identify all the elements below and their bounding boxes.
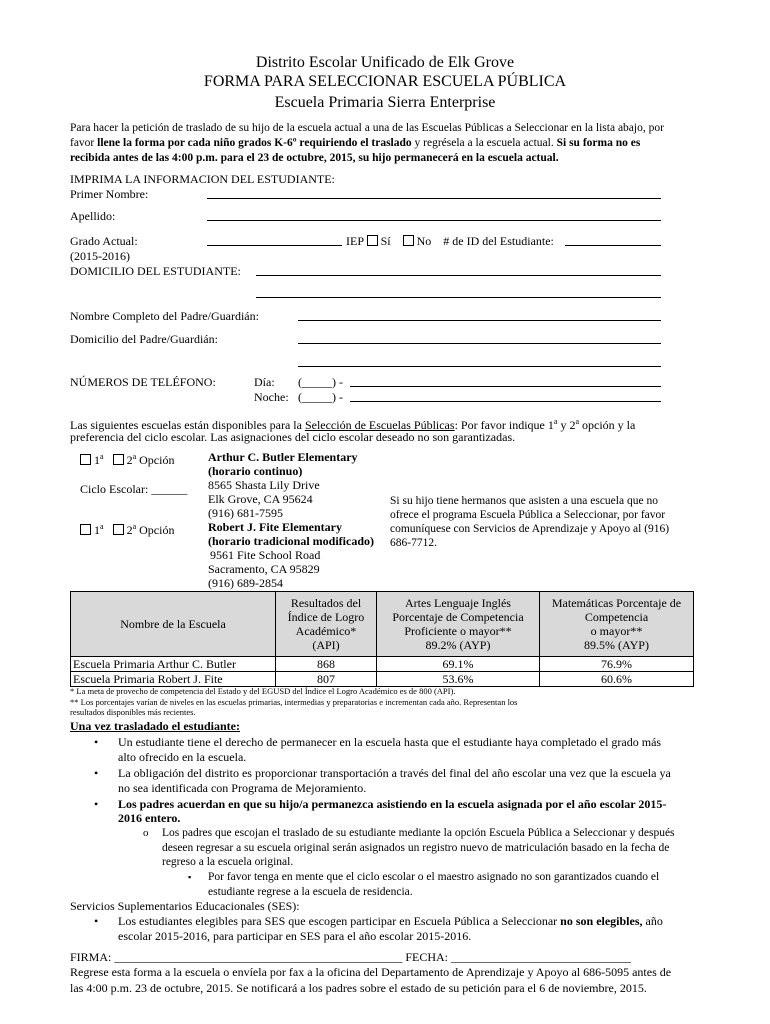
intro-line-3: recibida antes de las 4:00 p.m. para el 23 de octubre, 2015, su hijo permanecerá en la escuela actual. — [70, 152, 559, 164]
last-name-label: Apellido: — [70, 209, 116, 223]
schools-intro-line-2: preferencia del ciclo escolar. Las asignaciones del ciclo escolar deseado no son garantizadas. — [70, 430, 516, 444]
schools-intro-line-1: Las siguientes escuelas están disponibles para la Selección de Escuelas Públicas: Por favor indique 1$^a$ y 2$^a$ opción y la — [70, 417, 636, 432]
student-address-field-2[interactable] — [256, 297, 661, 298]
note-2: ** Los porcentajes varían de niveles en las escuelas primarias, intermedias y preparatorias e incrementan cada año. Representan los — [70, 697, 518, 707]
row1-ela: 69.1% — [377, 657, 540, 672]
night-phone-area: (_____) - — [298, 390, 343, 404]
results-table — [70, 591, 694, 687]
transfer-s1-line-1: Los padres que escojan el traslado de su estudiante mediante la opción Escuela Pública a Seleccionar y después — [162, 827, 675, 839]
footer-line-2: las 4:00 p.m. 23 de octubre, 2015. Se notificará a los padres sobre el estado de su petición para el 6 de noviembre, 2015. — [70, 981, 647, 995]
school2-street: 9561 Fite School Road — [210, 548, 321, 562]
school2-name: Robert J. Fite Elementary — [208, 520, 342, 534]
square-bullet-icon: ▪ — [188, 872, 192, 882]
transfer-b1-line-2: alto ofrecido en la escuela. — [118, 750, 247, 764]
ses-title: Servicios Suplementarios Educacionales (SES): — [70, 899, 300, 913]
iep-yes-label: Sí — [380, 234, 391, 248]
school1-phone: (916) 681-7595 — [208, 506, 283, 520]
day-phone-field[interactable] — [350, 386, 661, 387]
table-row — [71, 672, 694, 687]
iep-no-checkbox[interactable] — [403, 235, 414, 246]
day-phone-label: Día: — [254, 375, 275, 389]
bullet-icon: • — [94, 766, 99, 780]
transfer-s1-line-3: regreso a la escuela original. — [162, 856, 294, 868]
siblings-line-1: Si su hijo tiene hermanos que asisten a una escuela que no — [390, 495, 658, 507]
row2-math: 60.6% — [540, 672, 694, 687]
transfer-b3-line-2: 2016 entero. — [118, 811, 181, 825]
transfer-ss1-line-1: Por favor tenga en mente que el ciclo escolar o el maestro asignado no son garantizados cuando el — [208, 871, 660, 883]
iep-no-label: No — [416, 234, 432, 248]
iep-label: IEP — [346, 234, 364, 248]
bullet-icon: • — [94, 914, 99, 928]
siblings-line-4: 686-7712. — [390, 537, 437, 549]
transfer-ss1-line-2: estudiante regrese a la escuela de residencia. — [208, 886, 413, 898]
school2-phone: (916) 689-2854 — [208, 576, 283, 590]
transfer-s1-line-2: deseen regresar a su escuela original serán asignados un registro nuevo de matriculación basado en la fecha de — [162, 842, 670, 854]
school1-options: 1$^a$ 2$^a$ Opción — [80, 450, 174, 467]
row2-api: 807 — [276, 672, 377, 687]
note-1: * La meta de provecho de competencia del Estado y del EGUSD del Índice el Logro Académico es de 800 (API). — [70, 686, 456, 696]
first-name-label: Primer Nombre: — [70, 187, 149, 201]
intro-line-2: favor llene la forma por cada niño grados K-6º requiriendo el traslado y regrésela a la escuela actual. Si su forma no es — [70, 137, 641, 149]
transfer-title: Una vez trasladado el estudiante: — [70, 719, 240, 733]
school1-city: Elk Grove, CA 95624 — [208, 492, 313, 506]
student-address-label: DOMICILIO DEL ESTUDIANTE: — [70, 264, 241, 278]
school1-name: Arthur C. Butler Elementary — [208, 450, 358, 464]
phones-label: NÚMEROS DE TELÉFONO: — [70, 375, 216, 389]
night-phone-label: Noche: — [254, 390, 289, 404]
row2-ela: 53.6% — [377, 672, 540, 687]
row2-school: Escuela Primaria Robert J. Fite — [71, 672, 276, 687]
note-3: resultados disponibles más recientes. — [70, 707, 196, 717]
cycle-label[interactable]: Ciclo Escolar: ______ — [80, 482, 188, 496]
row1-math: 76.9% — [540, 657, 694, 672]
parent-address-label: Domicilio del Padre/Guardián: — [70, 332, 218, 346]
day-phone-area: (_____) - — [298, 375, 343, 389]
grade-label: Grado Actual: — [70, 234, 138, 248]
first-name-field[interactable] — [207, 198, 661, 199]
grade-field[interactable] — [207, 245, 342, 246]
header-ela: Artes Lenguaje Inglés Porcentaje de Competencia Proficiente o mayor** 89.2% (AYP) — [377, 592, 540, 657]
school2-first-choice-checkbox[interactable] — [80, 524, 91, 535]
siblings-line-3: comuníquese con Servicios de Aprendizaje y Apoyo al (916) — [390, 523, 670, 535]
school1-street: 8565 Shasta Lily Drive — [208, 478, 320, 492]
intro-line-1: Para hacer la petición de traslado de su hijo de la escuela actual a una de las Escuelas Públicas a Seleccionar en la lista abajo, por — [70, 122, 664, 134]
form-title: FORMA PARA SELECCIONAR ESCUELA PÚBLICA — [203, 73, 567, 90]
table-row — [71, 657, 694, 672]
school2-city: Sacramento, CA 95829 — [208, 562, 320, 576]
bullet-icon: • — [94, 797, 99, 811]
school-title: Escuela Primaria Sierra Enterprise — [274, 94, 496, 111]
row1-api: 868 — [276, 657, 377, 672]
iep-yes-checkbox[interactable] — [367, 235, 378, 246]
student-id-field[interactable] — [565, 245, 661, 246]
student-section-title: IMPRIMA LA INFORMACION DEL ESTUDIANTE: — [70, 172, 335, 186]
district-title: Distrito Escolar Unificado de Elk Grove — [255, 54, 515, 71]
row1-school: Escuela Primaria Arthur C. Butler — [71, 657, 276, 672]
student-id-label: # de ID del Estudiante: — [443, 234, 554, 248]
header-math: Matemáticas Porcentaje de Competencia o mayor** 89.5% (AYP) — [540, 592, 694, 657]
school2-schedule: (horario tradicional modificado) — [208, 534, 374, 548]
transfer-b1-line-1: Un estudiante tiene el derecho de permanecer en la escuela hasta que el estudiante haya completado el grado más — [118, 735, 662, 749]
iep-group — [346, 234, 554, 248]
sub-bullet-icon: o — [143, 827, 149, 839]
footer-line-1: Regrese esta forma a la escuela o envíela por fax a la oficina del Departamento de Aprendizaje y Apoyo al 686-5095 antes de — [70, 965, 672, 979]
parent-name-field[interactable] — [298, 320, 661, 321]
header-api: Resultados del Índice de Logro Académico* (API) — [276, 592, 377, 657]
bullet-icon: • — [94, 735, 99, 749]
school1-second-choice-checkbox[interactable] — [113, 454, 124, 465]
school1-schedule: (horario continuo) — [208, 464, 303, 478]
signature-date-line[interactable]: FIRMA: ________________________________________________ FECHA: ______________________________ — [70, 950, 632, 964]
school1-first-choice-checkbox[interactable] — [80, 454, 91, 465]
school2-second-choice-checkbox[interactable] — [113, 524, 124, 535]
school2-options: 1$^a$ 2$^a$ Opción — [80, 520, 174, 537]
student-address-field-1[interactable] — [256, 275, 661, 276]
siblings-line-2: ofrece el programa Escuela Pública a Seleccionar, por favor — [390, 509, 666, 521]
night-phone-field[interactable] — [350, 401, 661, 402]
grade-year: (2015-2016) — [70, 249, 130, 263]
parent-address-field-1[interactable] — [298, 343, 661, 344]
last-name-field[interactable] — [207, 220, 661, 221]
header-school-name: Nombre de la Escuela — [71, 592, 276, 657]
ses-line-2: escolar 2015-2016, para participar en SES para el año escolar 2015-2016. — [118, 929, 472, 943]
parent-name-label: Nombre Completo del Padre/Guardián: — [70, 309, 259, 323]
ses-line-1: Los estudiantes elegibles para SES que escogen participar en Escuela Pública a Seleccionar no son elegibles, año — [118, 914, 663, 928]
table-header-row — [71, 592, 694, 657]
transfer-b2-line-2: no sea identificada con Programa de Mejoramiento. — [118, 781, 367, 795]
parent-address-field-2[interactable] — [298, 366, 661, 367]
transfer-b2-line-1: La obligación del distrito es proporcionar transportación a través del final del año escolar una vez que la escuela ya — [118, 766, 671, 780]
transfer-b3-line-1: Los padres acuerdan en que su hijo/a permanezca asistiendo en la escuela asignada por el año escolar 2015- — [118, 797, 667, 811]
